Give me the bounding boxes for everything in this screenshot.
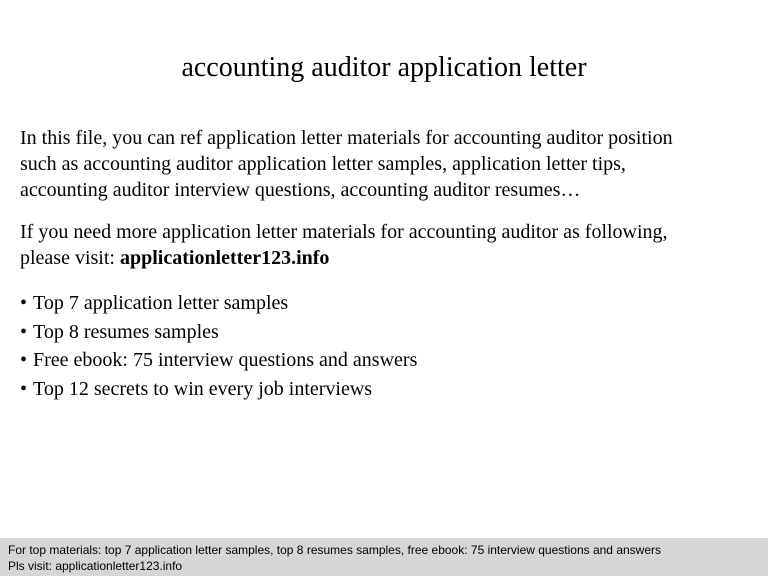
- list-item-label: Free ebook: 75 interview questions and answers: [33, 349, 418, 372]
- intro-paragraph: [20, 125, 760, 203]
- visit-line-2: [20, 245, 760, 271]
- intro-line: such as accounting auditor application letter samples, application letter tips,: [20, 153, 626, 175]
- visit-line: If you need more application letter materials for accounting auditor as following,: [20, 221, 668, 243]
- bullet-marker: •: [20, 349, 28, 372]
- list-item: [20, 289, 760, 318]
- list-item-label: Top 8 resumes samples: [33, 320, 219, 343]
- bullet-marker: •: [20, 292, 28, 314]
- intro-line: accounting auditor interview questions, accounting auditor resumes…: [20, 179, 581, 201]
- page-title: accounting auditor application letter: [181, 52, 587, 83]
- footer-bar: [0, 538, 768, 576]
- visit-paragraph: [20, 219, 760, 271]
- site-link[interactable]: applicationletter123.info: [119, 247, 330, 269]
- bullet-list: [20, 289, 760, 404]
- bullet-marker: •: [20, 378, 28, 401]
- list-item: [20, 375, 760, 404]
- footer-link[interactable]: Pls visit: applicationletter123.info: [8, 559, 183, 573]
- footer-line: For top materials: top 7 application letter samples, top 8 resumes samples, free ebook: 75 interview questions and answers: [8, 543, 661, 557]
- list-item-label: Top 12 secrets to win every job interviews: [33, 378, 373, 401]
- list-item: [20, 318, 760, 347]
- visit-prefix: please visit:: [20, 247, 120, 269]
- bullet-marker: •: [20, 320, 28, 343]
- intro-line: In this file, you can ref application letter materials for accounting auditor position: [20, 127, 673, 149]
- list-item: [20, 346, 760, 375]
- list-item-label: Top 7 application letter samples: [33, 292, 289, 314]
